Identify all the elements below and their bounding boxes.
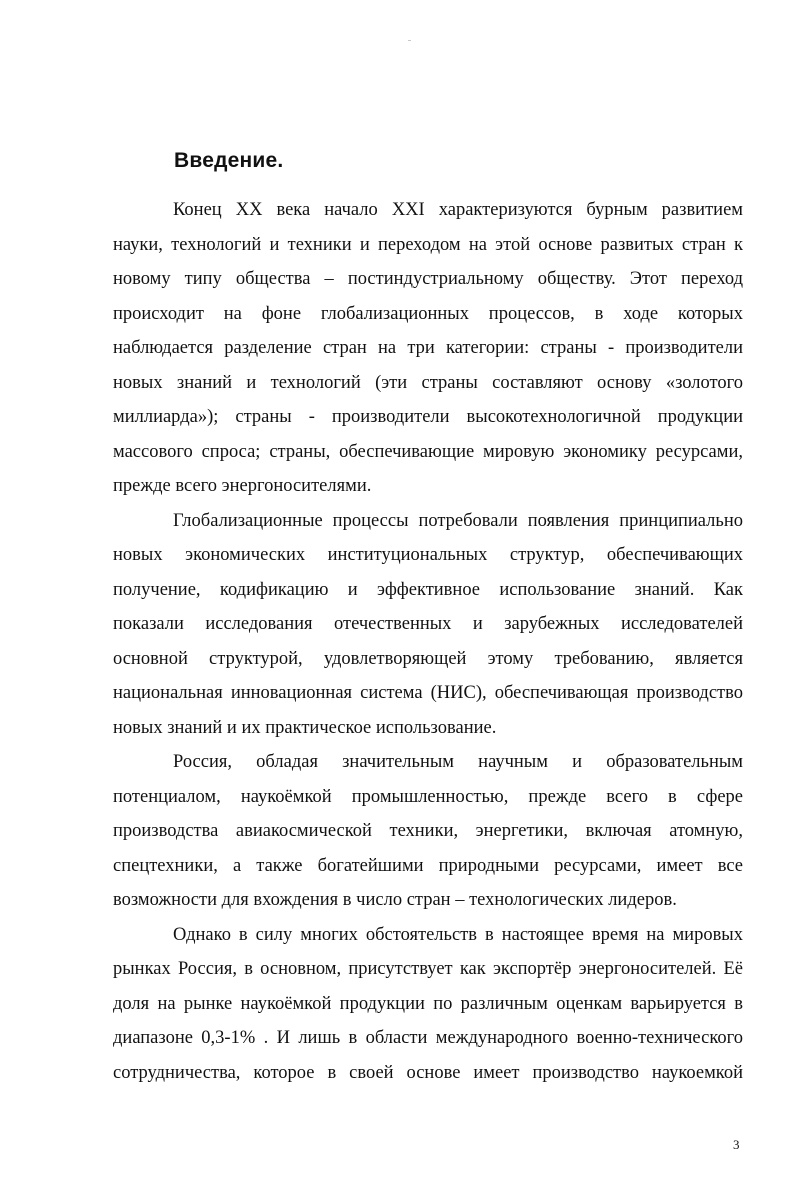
paragraph xyxy=(113,504,743,746)
paragraph xyxy=(113,193,743,504)
paragraph xyxy=(113,918,743,1091)
text-line: новых знаний и технологий (эти страны составляют основу «золотого xyxy=(113,372,743,393)
text-line: основной структурой, удовлетворяющей этому требованию, является xyxy=(113,648,743,669)
paragraph xyxy=(113,745,743,918)
text-line: производства авиакосмической техники, энергетики, включая атомную, xyxy=(113,821,743,841)
text-line: возможности для вхождения в число стран – технологических лидеров. xyxy=(113,890,677,910)
section-heading: Введение. xyxy=(174,149,284,172)
page-number: 3 xyxy=(733,1137,740,1152)
text-line: наблюдается разделение стран на три категории: страны - производители xyxy=(113,338,743,358)
text-line: миллиарда»); страны - производители высокотехнологичной продукции xyxy=(113,407,743,427)
body-text xyxy=(113,193,743,1090)
text-line: Россия, обладая значительным научным и образовательным xyxy=(173,752,743,772)
text-line: диапазоне 0,3-1% . И лишь в области международного военно-технического xyxy=(113,1028,743,1048)
text-line: Однако в силу многих обстоятельств в настоящее время на мировых xyxy=(173,924,743,945)
text-line: Конец XX века начало XXI характеризуются бурным развитием xyxy=(173,200,743,220)
text-line: Глобализационные процессы потребовали появления принципиально xyxy=(173,510,743,531)
text-line: потенциалом, наукоёмкой промышленностью, прежде всего в сфере xyxy=(113,786,743,807)
text-line: новому типу общества – постиндустриальному обществу. Этот переход xyxy=(113,269,743,289)
scan-speck xyxy=(408,40,411,41)
text-line: происходит на фоне глобализационных процессов, в ходе которых xyxy=(113,303,743,324)
text-line: показали исследования отечественных и зарубежных исследователей xyxy=(113,614,743,634)
text-line: доля на рынке наукоёмкой продукции по различным оценкам варьируется в xyxy=(113,993,743,1014)
text-line: прежде всего энергоносителями. xyxy=(113,476,372,496)
text-line: получение, кодификацию и эффективное использование знаний. Как xyxy=(113,579,743,600)
text-line: национальная инновационная система (НИС), обеспечивающая производство xyxy=(113,683,743,703)
text-line: новых знаний и их практическое использование. xyxy=(113,717,497,738)
text-line: сотрудничества, которое в своей основе имеет производство наукоемкой xyxy=(113,1062,743,1083)
text-line: науки, технологий и техники и переходом на этой основе развитых стран к xyxy=(113,234,743,255)
text-line: спецтехники, а также богатейшими природными ресурсами, имеет все xyxy=(113,855,743,876)
text-line: рынках Россия, в основном, присутствует как экспортёр энергоносителей. Её xyxy=(113,959,743,979)
text-line: массового спроса; страны, обеспечивающие мировую экономику ресурсами, xyxy=(113,441,743,462)
text-line: новых экономических институциональных структур, обеспечивающих xyxy=(113,545,743,565)
